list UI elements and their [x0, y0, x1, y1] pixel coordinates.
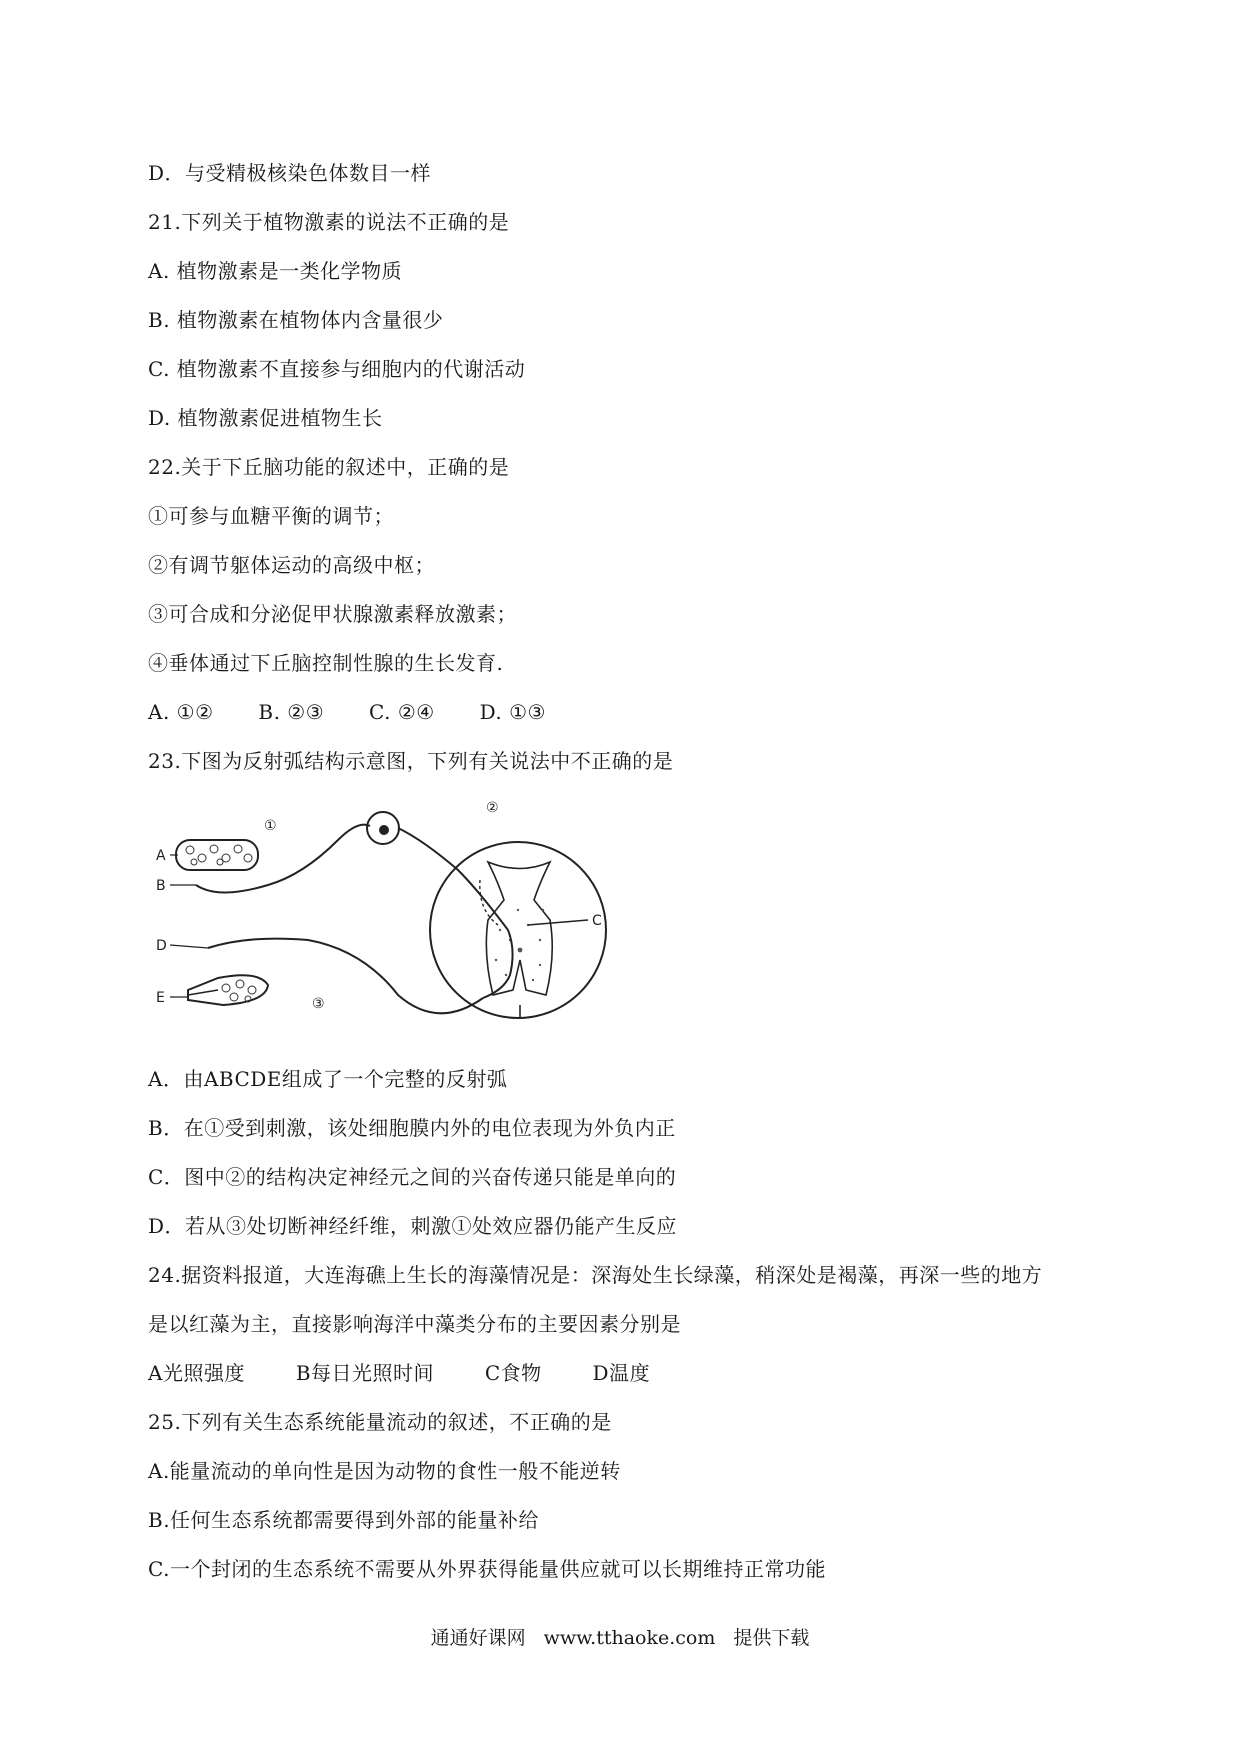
question-25-option-a: A.能量流动的单向性是因为动物的食性一般不能逆转 [148, 1459, 621, 1483]
footer-url[interactable]: www.tthaoke.com [543, 1627, 716, 1649]
gray-matter-dots [495, 909, 544, 981]
question-21-option-b: B. 植物激素在植物体内含量很少 [148, 308, 444, 332]
question-23-option-a: A．由ABCDE组成了一个完整的反射弧 [148, 1067, 508, 1091]
gray-matter-outline [486, 862, 552, 995]
figure-label-d: D [156, 938, 167, 954]
question-23-option-d: D．若从③处切断神经纤维，刺激①处效应器仍能产生反应 [148, 1214, 678, 1238]
question-22-item-1: ①可参与血糖平衡的调节； [148, 504, 394, 528]
question-22-item-4: ④垂体通过下丘脑控制性腺的生长发育. [148, 651, 504, 675]
footer-suffix: 提供下载 [733, 1627, 810, 1649]
question-24-continued: 是以红藻为主，直接影响海洋中藻类分布的主要因素分别是 [148, 1312, 681, 1336]
question-22-option: C. ②④ [369, 700, 435, 724]
question-22: 22.关于下丘脑功能的叙述中，正确的是 [148, 455, 510, 479]
question-21-option-d: D. 植物激素促进植物生长 [148, 406, 383, 430]
question-22-option: D. ①③ [479, 700, 546, 724]
question-24: 24.据资料报道，大连海礁上生长的海藻情况是：深海处生长绿藻，稍深处是褐藻，再深一些的地方 [148, 1263, 1043, 1287]
question-25: 25.下列有关生态系统能量流动的叙述，不正确的是 [148, 1410, 612, 1434]
question-22-option: A. ①② [148, 700, 214, 724]
question-24-option: C食物 [484, 1361, 542, 1385]
footer-site-name: 通通好课网 [430, 1627, 526, 1649]
reflex-arc-figure [148, 800, 618, 1040]
question-25-option-b: B.任何生态系统都需要得到外部的能量补给 [148, 1508, 540, 1532]
question-21: 21.下列关于植物激素的说法不正确的是 [148, 210, 510, 234]
page-footer [0, 1625, 1240, 1651]
figure-label-b: B [156, 878, 166, 894]
question-23: 23.下图为反射弧结构示意图，下列有关说法中不正确的是 [148, 749, 674, 773]
figure-label-3: ③ [312, 996, 325, 1012]
question-24-options [148, 1360, 694, 1386]
question-23-option-c: C．图中②的结构决定神经元之间的兴奋传递只能是单向的 [148, 1165, 677, 1189]
figure-label-a: A [156, 848, 166, 864]
question-21-option-a: A. 植物激素是一类化学物质 [148, 259, 403, 283]
question-24-option: B每日光照时间 [295, 1361, 435, 1385]
question-23-option-b: B．在①受到刺激，该处细胞膜内外的电位表现为外负内正 [148, 1116, 676, 1140]
option-d-previous: D．与受精极核染色体数目一样 [148, 161, 432, 185]
question-25-option-c: C.一个封闭的生态系统不需要从外界获得能量供应就可以长期维持正常功能 [148, 1557, 826, 1581]
figure-label-c: C [592, 913, 602, 929]
question-22-item-2: ②有调节躯体运动的高级中枢； [148, 553, 435, 577]
question-24-option: D温度 [592, 1361, 651, 1385]
question-22-options [148, 699, 584, 725]
question-24-option: A光照强度 [148, 1361, 245, 1385]
figure-label-1: ① [264, 818, 277, 834]
question-22-option: B. ②③ [258, 700, 325, 724]
figure-label-2: ② [486, 800, 499, 816]
question-21-option-c: C. 植物激素不直接参与细胞内的代谢活动 [148, 357, 526, 381]
figure-label-e: E [156, 990, 165, 1006]
question-22-item-3: ③可合成和分泌促甲状腺激素释放激素； [148, 602, 517, 626]
